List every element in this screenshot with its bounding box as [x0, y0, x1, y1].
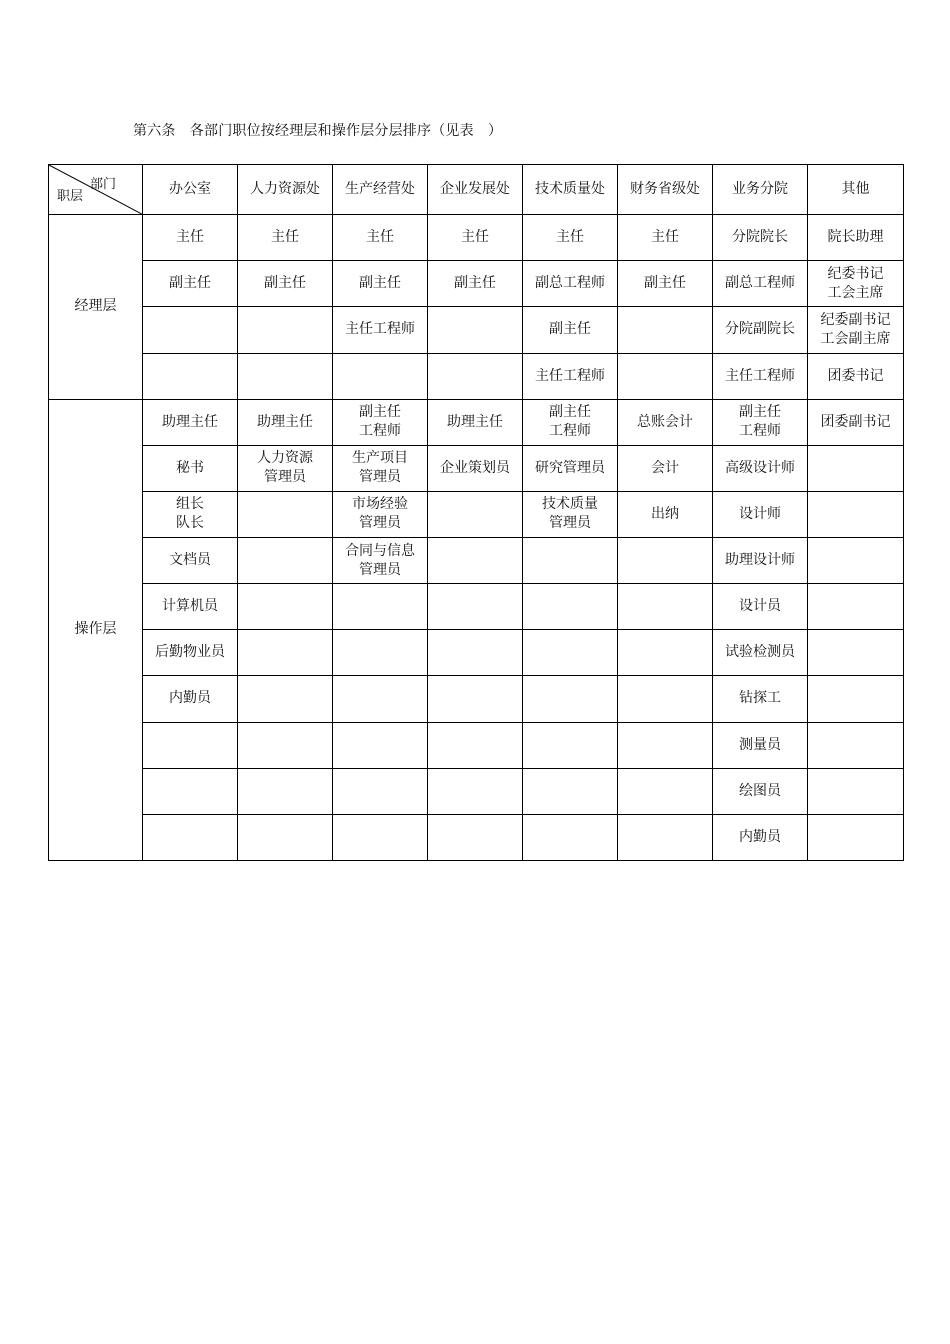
position-cell	[333, 445, 428, 491]
position-cell	[428, 445, 523, 491]
position-title: 管理员	[359, 469, 401, 486]
position-cell	[618, 630, 713, 676]
position-cell	[333, 491, 428, 537]
position-title: 主任	[366, 229, 394, 246]
position-cell	[428, 722, 523, 768]
position-cell	[238, 768, 333, 814]
position-cell	[333, 768, 428, 814]
position-title: 绘图员	[739, 782, 781, 799]
position-cell	[713, 676, 808, 722]
position-cell	[238, 722, 333, 768]
position-cell	[713, 215, 808, 261]
position-cell	[143, 722, 238, 768]
position-cell	[238, 630, 333, 676]
dept-header-cell: 业务分院	[713, 165, 808, 215]
position-cell	[713, 399, 808, 445]
table-row	[49, 538, 904, 584]
position-cell	[143, 538, 238, 584]
position-title: 总账会计	[637, 413, 693, 430]
position-cell	[808, 630, 904, 676]
position-cell	[523, 768, 618, 814]
position-cell	[618, 538, 713, 584]
table-row	[49, 445, 904, 491]
position-cell	[143, 814, 238, 860]
position-cell	[143, 491, 238, 537]
position-title: 出纳	[651, 505, 679, 522]
position-title: 助理主任	[447, 413, 503, 430]
position-cell	[143, 261, 238, 307]
position-cell	[523, 814, 618, 860]
position-cell	[428, 584, 523, 630]
corner-header-cell	[49, 165, 143, 215]
position-cell	[238, 261, 333, 307]
dept-header-cell: 人力资源处	[238, 165, 333, 215]
position-title: 副主任	[169, 275, 211, 292]
position-cell	[428, 768, 523, 814]
position-cell	[618, 584, 713, 630]
position-title: 工程师	[359, 423, 401, 440]
dept-header-cell: 财务省级处	[618, 165, 713, 215]
position-cell	[713, 491, 808, 537]
position-cell	[523, 215, 618, 261]
position-title: 副主任	[739, 404, 781, 421]
position-cell	[143, 307, 238, 353]
position-title: 副主任	[549, 321, 591, 338]
position-title: 纪委副书记	[820, 311, 891, 328]
position-cell	[713, 261, 808, 307]
table-row	[49, 399, 904, 445]
position-cell	[238, 538, 333, 584]
position-cell	[523, 399, 618, 445]
position-title: 内勤员	[169, 690, 211, 707]
position-title: 副总工程师	[725, 275, 795, 292]
dept-header-cell: 其他	[808, 165, 904, 215]
position-table	[48, 164, 904, 861]
position-title: 人力资源	[257, 450, 313, 467]
position-title: 副主任	[359, 275, 401, 292]
position-title: 纪委书记	[827, 265, 884, 282]
position-cell	[428, 538, 523, 584]
position-cell	[428, 491, 523, 537]
position-cell	[618, 307, 713, 353]
table-row	[49, 768, 904, 814]
position-cell	[713, 538, 808, 584]
position-title: 文档员	[169, 552, 211, 569]
table-row	[49, 261, 904, 307]
position-cell	[428, 353, 523, 399]
table-row	[49, 630, 904, 676]
position-cell	[808, 399, 904, 445]
position-title: 设计员	[739, 598, 781, 615]
dept-header-cell: 企业发展处	[428, 165, 523, 215]
position-title: 主任	[556, 229, 584, 246]
dept-header-cell: 办公室	[143, 165, 238, 215]
position-title: 工程师	[549, 423, 591, 440]
position-cell	[618, 676, 713, 722]
position-title: 管理员	[359, 561, 401, 578]
position-cell	[523, 261, 618, 307]
position-title: 助理主任	[162, 413, 218, 430]
position-cell	[143, 399, 238, 445]
position-title: 工会副主席	[820, 330, 891, 347]
position-title: 工会主席	[827, 284, 884, 301]
level-group-label: 操作层	[49, 399, 143, 860]
position-title: 组长	[176, 496, 204, 513]
position-title: 团委副书记	[820, 413, 891, 430]
position-cell	[523, 353, 618, 399]
position-title: 技术质量	[542, 496, 598, 513]
position-cell	[428, 814, 523, 860]
position-cell	[143, 768, 238, 814]
position-cell	[808, 307, 904, 353]
position-title: 副主任	[549, 404, 591, 421]
position-cell	[713, 722, 808, 768]
position-cell	[238, 676, 333, 722]
position-cell	[143, 630, 238, 676]
position-cell	[238, 584, 333, 630]
corner-dept-label: 部门	[89, 177, 116, 192]
position-cell	[333, 676, 428, 722]
position-cell	[238, 353, 333, 399]
level-group-label: 经理层	[49, 215, 143, 400]
position-title: 工程师	[739, 423, 781, 440]
position-cell	[713, 768, 808, 814]
position-title: 计算机员	[162, 598, 218, 615]
position-cell	[808, 768, 904, 814]
position-cell	[808, 538, 904, 584]
position-cell	[333, 261, 428, 307]
position-title: 生产项目	[352, 450, 408, 467]
position-title: 管理员	[359, 515, 401, 532]
position-title: 院长助理	[827, 229, 884, 246]
position-cell	[523, 676, 618, 722]
position-cell	[333, 307, 428, 353]
position-cell	[713, 353, 808, 399]
position-cell	[333, 353, 428, 399]
position-title: 主任	[461, 229, 489, 246]
position-cell	[618, 445, 713, 491]
position-cell	[143, 353, 238, 399]
position-title: 管理员	[264, 469, 306, 486]
position-cell	[808, 491, 904, 537]
table-row	[49, 491, 904, 537]
position-title: 秘书	[176, 459, 204, 476]
position-cell	[808, 722, 904, 768]
position-title: 副主任	[359, 404, 401, 421]
position-cell	[333, 814, 428, 860]
dept-header-cell: 技术质量处	[523, 165, 618, 215]
position-title: 企业策划员	[440, 459, 510, 476]
position-title: 队长	[176, 515, 204, 532]
position-cell	[238, 399, 333, 445]
position-cell	[428, 399, 523, 445]
position-cell	[523, 491, 618, 537]
position-title: 主任工程师	[345, 321, 415, 338]
position-cell	[238, 445, 333, 491]
position-title: 主任工程师	[725, 367, 795, 384]
position-title: 副主任	[264, 275, 306, 292]
corner-level-label: 职层	[57, 189, 84, 205]
table-row	[49, 584, 904, 630]
position-cell	[428, 630, 523, 676]
position-cell	[713, 307, 808, 353]
position-cell	[333, 538, 428, 584]
position-title: 研究管理员	[535, 459, 605, 476]
position-cell	[428, 676, 523, 722]
position-cell	[808, 676, 904, 722]
table-row	[49, 215, 904, 261]
position-cell	[523, 722, 618, 768]
position-title: 主任工程师	[535, 367, 605, 384]
article-heading: 第六条 各部门职位按经理层和操作层分层排序（见表 ）	[133, 123, 503, 139]
position-title: 管理员	[549, 515, 591, 532]
position-cell	[333, 584, 428, 630]
table-row	[49, 722, 904, 768]
position-title: 合同与信息	[345, 542, 415, 559]
position-title: 团委书记	[827, 367, 884, 384]
position-title: 副主任	[454, 275, 496, 292]
header-row	[49, 165, 904, 215]
position-cell	[523, 584, 618, 630]
position-cell	[713, 814, 808, 860]
position-cell	[333, 630, 428, 676]
table-row	[49, 814, 904, 860]
position-cell	[808, 215, 904, 261]
position-cell	[333, 399, 428, 445]
position-cell	[713, 584, 808, 630]
position-cell	[618, 491, 713, 537]
position-title: 高级设计师	[725, 459, 795, 476]
position-cell	[238, 215, 333, 261]
position-cell	[143, 676, 238, 722]
position-cell	[428, 307, 523, 353]
position-cell	[333, 215, 428, 261]
position-cell	[523, 630, 618, 676]
position-title: 设计师	[739, 505, 781, 522]
position-cell	[523, 538, 618, 584]
position-cell	[143, 215, 238, 261]
position-title: 测量员	[739, 736, 781, 753]
position-title: 内勤员	[739, 828, 781, 845]
position-cell	[143, 445, 238, 491]
position-title: 副主任	[644, 275, 686, 292]
position-cell	[618, 353, 713, 399]
position-title: 后勤物业员	[155, 644, 225, 661]
position-cell	[808, 353, 904, 399]
position-cell	[238, 814, 333, 860]
position-cell	[618, 261, 713, 307]
position-cell	[713, 445, 808, 491]
position-cell	[713, 630, 808, 676]
position-title: 主任	[271, 229, 299, 246]
position-cell	[808, 814, 904, 860]
table-row	[49, 676, 904, 722]
position-cell	[808, 261, 904, 307]
position-title: 主任	[176, 229, 204, 246]
position-title: 分院副院长	[725, 321, 795, 338]
position-title: 助理主任	[257, 413, 313, 430]
position-title: 主任	[651, 229, 679, 246]
dept-header-cell: 生产经营处	[333, 165, 428, 215]
table-row	[49, 307, 904, 353]
position-cell	[333, 722, 428, 768]
position-cell	[618, 814, 713, 860]
position-title: 分院院长	[732, 229, 788, 246]
position-title: 试验检测员	[725, 644, 795, 661]
position-title: 市场经验	[352, 496, 408, 513]
position-title: 会计	[651, 459, 679, 476]
position-cell	[808, 445, 904, 491]
position-cell	[618, 722, 713, 768]
position-title: 副总工程师	[535, 275, 605, 292]
position-cell	[523, 307, 618, 353]
table-row	[49, 353, 904, 399]
position-cell	[428, 215, 523, 261]
position-title: 助理设计师	[725, 552, 795, 569]
position-cell	[618, 768, 713, 814]
position-cell	[238, 491, 333, 537]
position-title: 钻探工	[739, 690, 781, 707]
position-cell	[428, 261, 523, 307]
position-cell	[618, 399, 713, 445]
position-cell	[523, 445, 618, 491]
position-cell	[618, 215, 713, 261]
position-cell	[238, 307, 333, 353]
position-cell	[808, 584, 904, 630]
position-cell	[143, 584, 238, 630]
